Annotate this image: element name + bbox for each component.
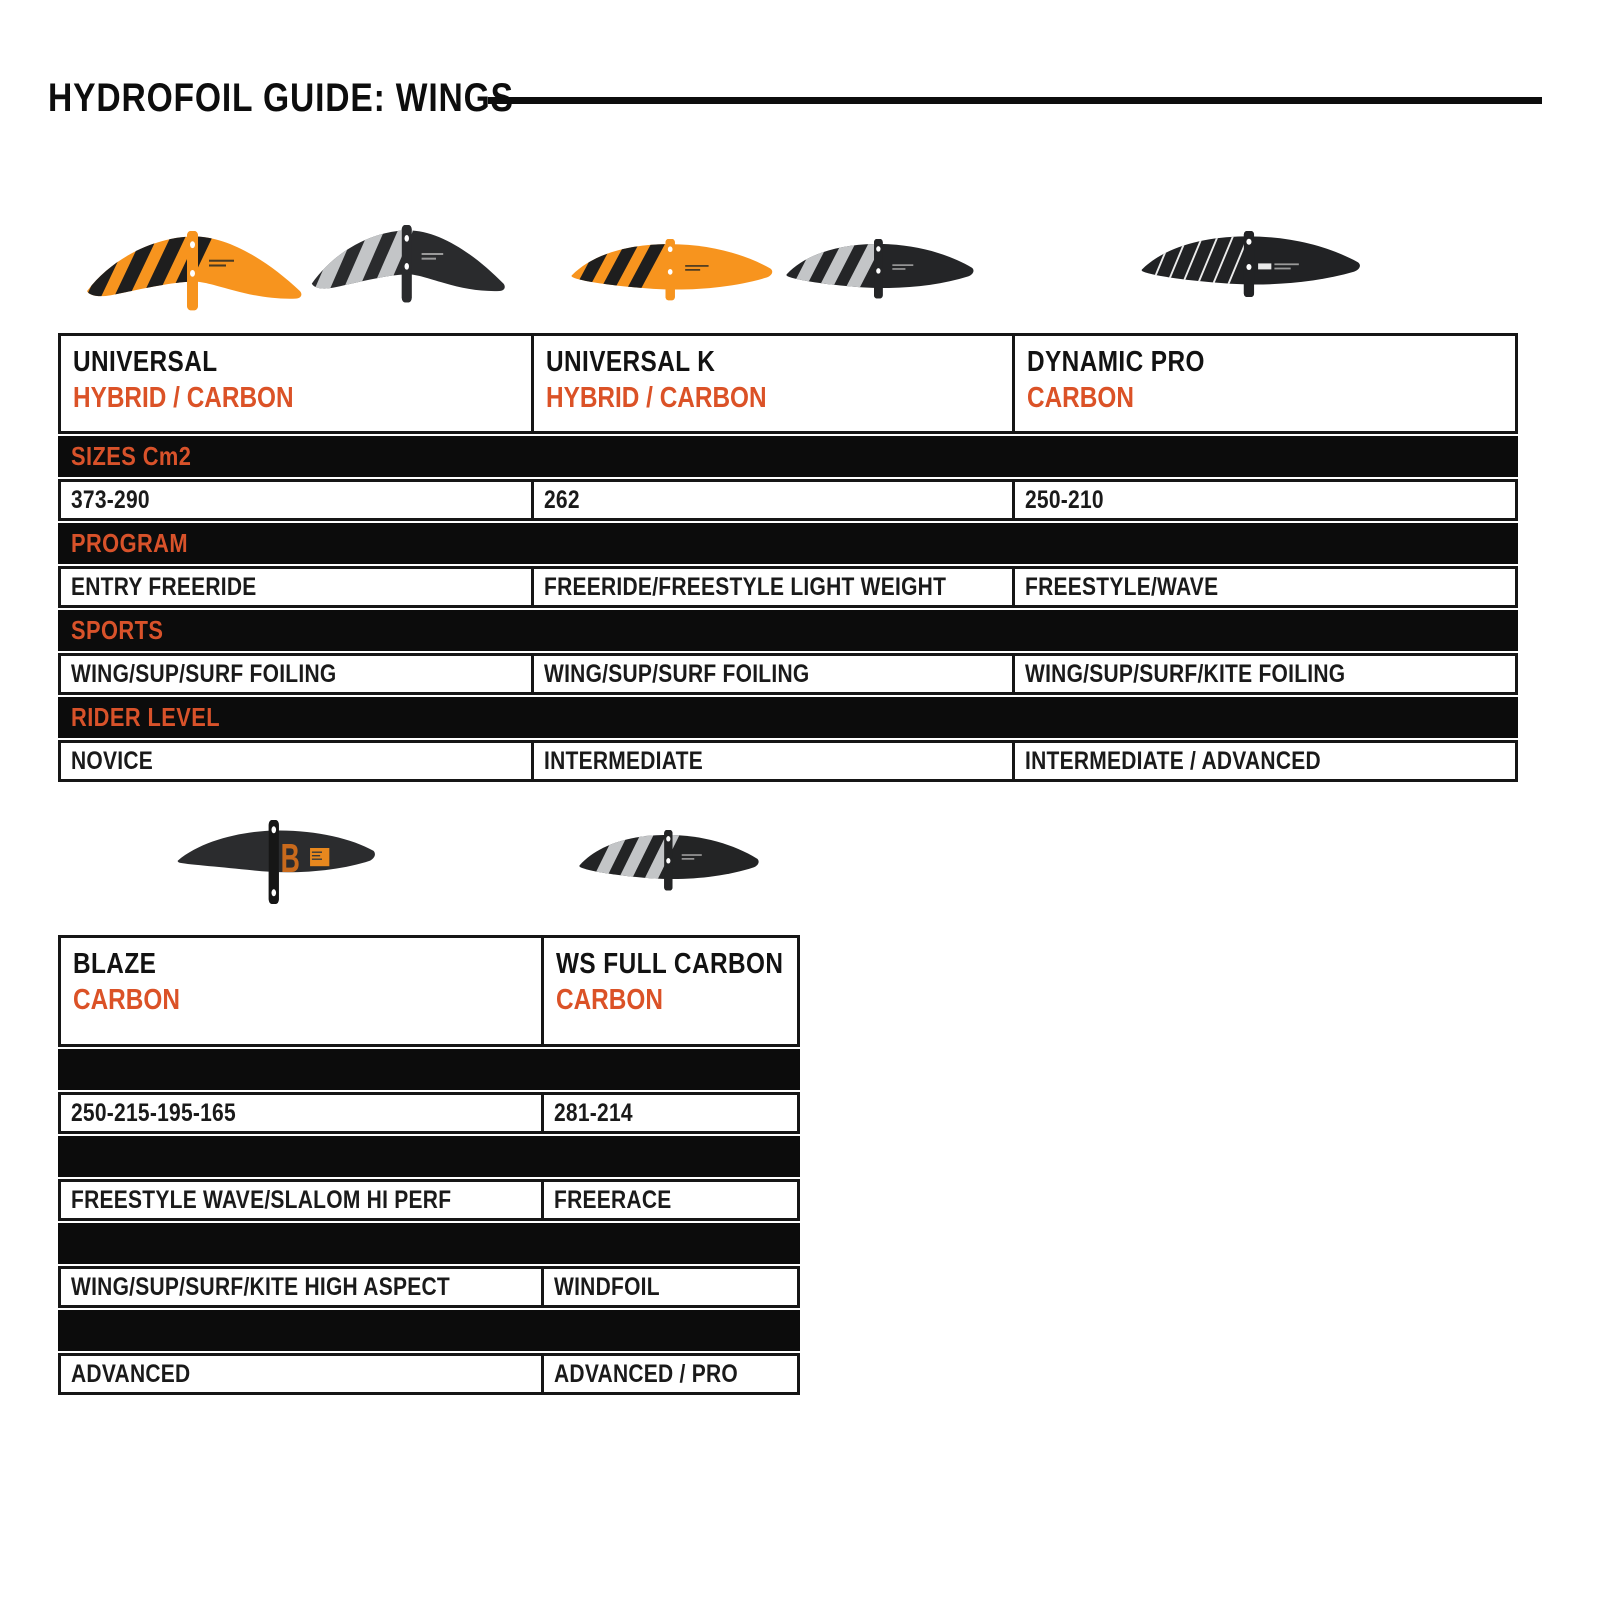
universal-k-hybrid-wing-image (570, 239, 776, 307)
title-rule (488, 97, 1542, 104)
wing-spec-table-bottom (58, 935, 800, 1395)
category-label: SPORTS (71, 615, 164, 645)
spec-value: FREESTYLE/WAVE (1024, 572, 1219, 601)
spec-cell (541, 1095, 797, 1131)
spec-cell (531, 656, 1012, 692)
category-label: PROGRAM (71, 528, 188, 558)
table-row-program (58, 566, 1518, 608)
product-name: WS FULL CARBON (555, 948, 784, 980)
table-row-rider-level (58, 740, 1518, 782)
table-header-row (58, 935, 800, 1047)
spec-cell (1012, 656, 1515, 692)
spec-value: FREERIDE/FREESTYLE LIGHT WEIGHT (543, 572, 946, 601)
spec-value: ENTRY FREERIDE (71, 572, 257, 601)
spec-value: INTERMEDIATE / ADVANCED (1024, 746, 1321, 775)
spec-cell (541, 1182, 797, 1218)
table-row-rider-level (58, 1353, 800, 1395)
spec-value: ADVANCED (71, 1359, 191, 1388)
spec-cell (61, 482, 531, 518)
universal-k-carbon-wing-image (785, 239, 977, 305)
spec-value: WING/SUP/SURF/KITE FOILING (1024, 659, 1346, 688)
spec-cell (531, 482, 1012, 518)
category-bar-sports (58, 1223, 800, 1264)
spec-cell (541, 1269, 797, 1305)
product-header-ws-full-carbon (541, 938, 839, 1044)
spec-cell (61, 1095, 541, 1131)
spec-value: 281-214 (553, 1098, 633, 1127)
spec-cell (61, 1182, 541, 1218)
page-title-box (48, 76, 514, 121)
spec-value: 250-210 (1024, 485, 1104, 514)
category-bar-rider-level (58, 697, 1518, 738)
spec-cell (61, 656, 531, 692)
spec-value: FREERACE (553, 1185, 672, 1214)
spec-value: FREESTYLE WAVE/SLALOM HI PERF (71, 1185, 452, 1214)
spec-value: WING/SUP/SURF FOILING (71, 659, 337, 688)
spec-cell (531, 569, 1012, 605)
product-header-blaze (61, 938, 541, 1044)
spec-cell (61, 1356, 541, 1392)
category-bar-program (58, 1136, 800, 1177)
category-bar-sizes (58, 436, 1518, 477)
product-construction: HYBRID / CARBON (545, 381, 767, 414)
ws-full-carbon-wing-image (578, 830, 762, 896)
table-header-row (58, 333, 1518, 434)
product-construction: CARBON (73, 983, 180, 1016)
spec-value: NOVICE (71, 746, 154, 775)
table-row-sports (58, 653, 1518, 695)
product-name: BLAZE (73, 948, 157, 980)
table-row-sizes (58, 479, 1518, 521)
spec-value: WINDFOIL (553, 1272, 660, 1301)
spec-value: 262 (543, 485, 580, 514)
spec-cell (1012, 569, 1515, 605)
spec-cell (541, 1356, 797, 1392)
product-header-universal-k (531, 336, 1012, 431)
page-header (48, 76, 1542, 121)
spec-value: WING/SUP/SURF/KITE HIGH ASPECT (71, 1272, 450, 1301)
spec-value: 250-215-195-165 (71, 1098, 236, 1127)
category-label: SIZES Cm2 (71, 441, 192, 471)
universal-hybrid-wing-image (85, 231, 305, 313)
category-bar-rider-level (58, 1310, 800, 1351)
table-row-sizes (58, 1092, 800, 1134)
spec-value: WING/SUP/SURF FOILING (543, 659, 810, 688)
dynamic-pro-wing-image (1140, 231, 1364, 303)
product-header-universal (61, 336, 531, 431)
universal-carbon-wing-image (310, 225, 508, 305)
spec-cell (61, 569, 531, 605)
spec-value: ADVANCED / PRO (553, 1359, 738, 1388)
spec-cell (1012, 482, 1515, 518)
spec-value: INTERMEDIATE (543, 746, 703, 775)
wing-spec-table-top (58, 333, 1518, 782)
spec-cell (531, 743, 1012, 779)
product-construction: CARBON (555, 983, 663, 1016)
category-bar-sports (58, 610, 1518, 651)
page-title: HYDROFOIL GUIDE: WINGS (48, 76, 514, 120)
category-bar-program (58, 523, 1518, 564)
spec-cell (61, 743, 531, 779)
svg-text:B: B (280, 836, 300, 882)
product-construction: HYBRID / CARBON (73, 381, 294, 414)
spec-cell (61, 1269, 541, 1305)
product-header-dynamic-pro (1012, 336, 1515, 431)
product-name: UNIVERSAL K (545, 346, 715, 378)
spec-cell (1012, 743, 1515, 779)
table-row-program (58, 1179, 800, 1221)
product-name: DYNAMIC PRO (1026, 346, 1205, 378)
product-construction: CARBON (1026, 381, 1134, 414)
category-bar-sizes (58, 1049, 800, 1090)
bottom-wing-images (58, 812, 798, 912)
table-row-sports (58, 1266, 800, 1308)
blaze-wing-image (176, 820, 378, 904)
product-name: UNIVERSAL (73, 346, 218, 378)
category-label: RIDER LEVEL (71, 702, 221, 732)
top-wing-images (58, 225, 1518, 321)
spec-value: 373-290 (71, 485, 150, 514)
